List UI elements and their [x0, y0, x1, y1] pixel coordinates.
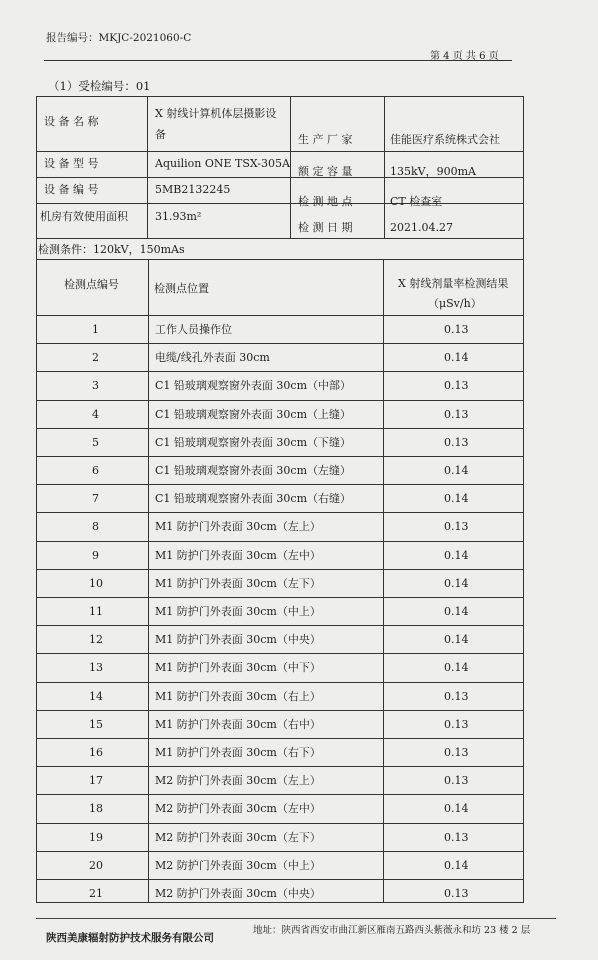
cell-dose-rate: 0.14: [444, 492, 469, 506]
model-value: Aquilion ONE TSX-305A: [155, 157, 290, 170]
cell-dose-rate: 0.13: [444, 323, 469, 336]
cell-point-no: 9: [92, 548, 99, 562]
cell-point-no: 2: [92, 351, 99, 365]
cell-point-no: 19: [89, 830, 103, 844]
row-divider: [36, 597, 524, 598]
cell-position: M1 防护门外表面 30cm（中央）: [155, 633, 321, 647]
cell-point-no: 21: [89, 887, 103, 900]
cell-position: M2 防护门外表面 30cm（左下）: [155, 830, 321, 844]
cell-point-no: 12: [89, 633, 103, 647]
row-divider: [36, 682, 524, 683]
test-site-label: 检 测 地 点: [298, 195, 353, 208]
row-divider: [36, 738, 524, 739]
cell-dose-rate: 0.14: [444, 576, 469, 590]
serial-label: 设 备 编 号: [44, 183, 99, 196]
cell-position: M2 防护门外表面 30cm（左上）: [155, 774, 321, 788]
cell-position: M1 防护门外表面 30cm（中下）: [155, 661, 321, 675]
cell-position: M1 防护门外表面 30cm（中上）: [155, 605, 321, 618]
column-header-point-no: 检测点编号: [64, 278, 119, 291]
row-divider: [36, 541, 524, 542]
row-divider: [36, 710, 524, 711]
cell-dose-rate: 0.14: [444, 802, 469, 816]
results-header-divider: [36, 315, 524, 316]
column-header-unit: （μSv/h）: [428, 297, 482, 310]
cell-point-no: 14: [89, 689, 103, 703]
cell-dose-rate: 0.13: [444, 746, 469, 759]
cell-point-no: 1: [92, 323, 99, 336]
cell-dose-rate: 0.13: [444, 717, 469, 731]
cell-position: M2 防护门外表面 30cm（左中）: [155, 802, 321, 816]
cell-position: M2 防护门外表面 30cm（中央）: [155, 887, 321, 900]
row-divider: [36, 343, 524, 344]
row-divider: [36, 512, 524, 513]
cell-point-no: 13: [89, 661, 103, 675]
row-divider: [36, 569, 524, 570]
cell-position: C1 铅玻璃观察窗外表面 30cm（右缝）: [155, 492, 351, 506]
row-divider: [36, 823, 524, 824]
cell-point-no: 20: [89, 858, 103, 872]
cell-position: M1 防护门外表面 30cm（右下）: [155, 746, 321, 759]
cell-point-no: 8: [92, 520, 99, 534]
cell-dose-rate: 0.14: [444, 633, 469, 647]
cell-point-no: 15: [89, 717, 103, 731]
cell-position: C1 铅玻璃观察窗外表面 30cm（左缝）: [155, 464, 351, 477]
cell-dose-rate: 0.14: [444, 605, 469, 618]
info-row-divider: [36, 203, 524, 204]
inspection-id: （1）受检编号：01: [48, 79, 151, 93]
info-row-divider: [36, 151, 524, 152]
model-label: 设 备 型 号: [44, 157, 99, 170]
equipment-name-value: X 射线计算机体层摄影设: [155, 107, 277, 120]
cell-position: M1 防护门外表面 30cm（左下）: [155, 576, 321, 590]
room-area-value: 31.93m²: [155, 210, 202, 223]
footer-address: 地址：陕西省西安市曲江新区雁南五路西头紫薇永和坊 23 楼 2 层: [253, 925, 531, 936]
manufacturer-value: 佳能医疗系统株式会社: [390, 133, 500, 146]
row-divider: [36, 625, 524, 626]
cell-dose-rate: 0.14: [444, 548, 469, 562]
room-area-label: 机房有效使用面积: [40, 210, 128, 223]
column-header-position: 检测点位置: [154, 282, 209, 295]
cell-dose-rate: 0.14: [444, 661, 469, 675]
cell-position: M1 防护门外表面 30cm（左中）: [155, 548, 321, 562]
cell-point-no: 4: [92, 407, 99, 421]
footer-company: 陕西美康辐射防护技术服务有限公司: [46, 932, 214, 944]
results-col-divider: [148, 259, 149, 903]
equipment-name-label: 设 备 名 称: [44, 115, 99, 128]
cell-dose-rate: 0.13: [444, 774, 469, 788]
rated-capacity-value: 135kV，900mA: [390, 165, 476, 178]
cell-position: C1 铅玻璃观察窗外表面 30cm（下缝）: [155, 435, 351, 449]
cell-dose-rate: 0.14: [444, 351, 469, 365]
cell-point-no: 10: [89, 576, 103, 590]
cell-position: 工作人员操作位: [155, 323, 232, 336]
cell-position: C1 铅玻璃观察窗外表面 30cm（中部）: [155, 379, 351, 393]
cell-point-no: 3: [92, 379, 99, 393]
cell-point-no: 5: [92, 435, 99, 449]
row-divider: [36, 456, 524, 457]
header-divider: [44, 60, 512, 61]
test-site-value: CT 检查室: [390, 195, 443, 208]
row-divider: [36, 653, 524, 654]
cell-dose-rate: 0.13: [444, 435, 469, 449]
cell-point-no: 6: [92, 464, 99, 477]
report-number: 报告编号：MKJC-2021060-C: [46, 32, 192, 44]
row-divider: [36, 766, 524, 767]
cell-dose-rate: 0.13: [444, 689, 469, 703]
serial-value: 5MB2132245: [155, 183, 231, 196]
cell-point-no: 18: [89, 802, 103, 816]
equipment-name-value-cont: 备: [155, 128, 166, 141]
cell-position: C1 铅玻璃观察窗外表面 30cm（上缝）: [155, 407, 351, 421]
row-divider: [36, 879, 524, 880]
cell-dose-rate: 0.13: [444, 407, 469, 421]
page-info: 第 4 页 共 6 页: [430, 51, 499, 62]
manufacturer-label: 生 产 厂 家: [298, 133, 353, 146]
test-date-value: 2021.04.27: [390, 221, 453, 234]
row-divider: [36, 400, 524, 401]
cell-position: 电缆/线孔外表面 30cm: [155, 351, 270, 365]
cell-position: M1 防护门外表面 30cm（左上）: [155, 520, 321, 534]
row-divider: [36, 428, 524, 429]
test-date-label: 检 测 日 期: [298, 221, 353, 234]
footer-divider: [36, 918, 556, 919]
cell-position: M2 防护门外表面 30cm（中上）: [155, 858, 321, 872]
info-divider: [290, 96, 291, 239]
info-divider: [384, 96, 385, 239]
info-divider: [147, 96, 148, 239]
cell-point-no: 16: [89, 746, 103, 759]
cell-dose-rate: 0.13: [444, 887, 469, 900]
cell-dose-rate: 0.13: [444, 520, 469, 534]
cell-dose-rate: 0.14: [444, 464, 469, 477]
cell-dose-rate: 0.13: [444, 379, 469, 393]
row-divider: [36, 794, 524, 795]
cell-point-no: 11: [89, 605, 103, 618]
row-divider: [36, 484, 524, 485]
test-conditions: 检测条件：120kV，150mAs: [38, 243, 185, 256]
cell-position: M1 防护门外表面 30cm（右中）: [155, 717, 321, 731]
cell-dose-rate: 0.13: [444, 830, 469, 844]
cell-point-no: 7: [92, 492, 99, 506]
column-header-result: X 射线剂量率检测结果: [398, 277, 509, 290]
row-divider: [36, 851, 524, 852]
cell-position: M1 防护门外表面 30cm（右上）: [155, 689, 321, 703]
cell-point-no: 17: [89, 774, 103, 788]
results-col-divider: [383, 259, 384, 903]
rated-capacity-label: 额 定 容 量: [298, 165, 353, 178]
cell-dose-rate: 0.14: [444, 858, 469, 872]
row-divider: [36, 371, 524, 372]
